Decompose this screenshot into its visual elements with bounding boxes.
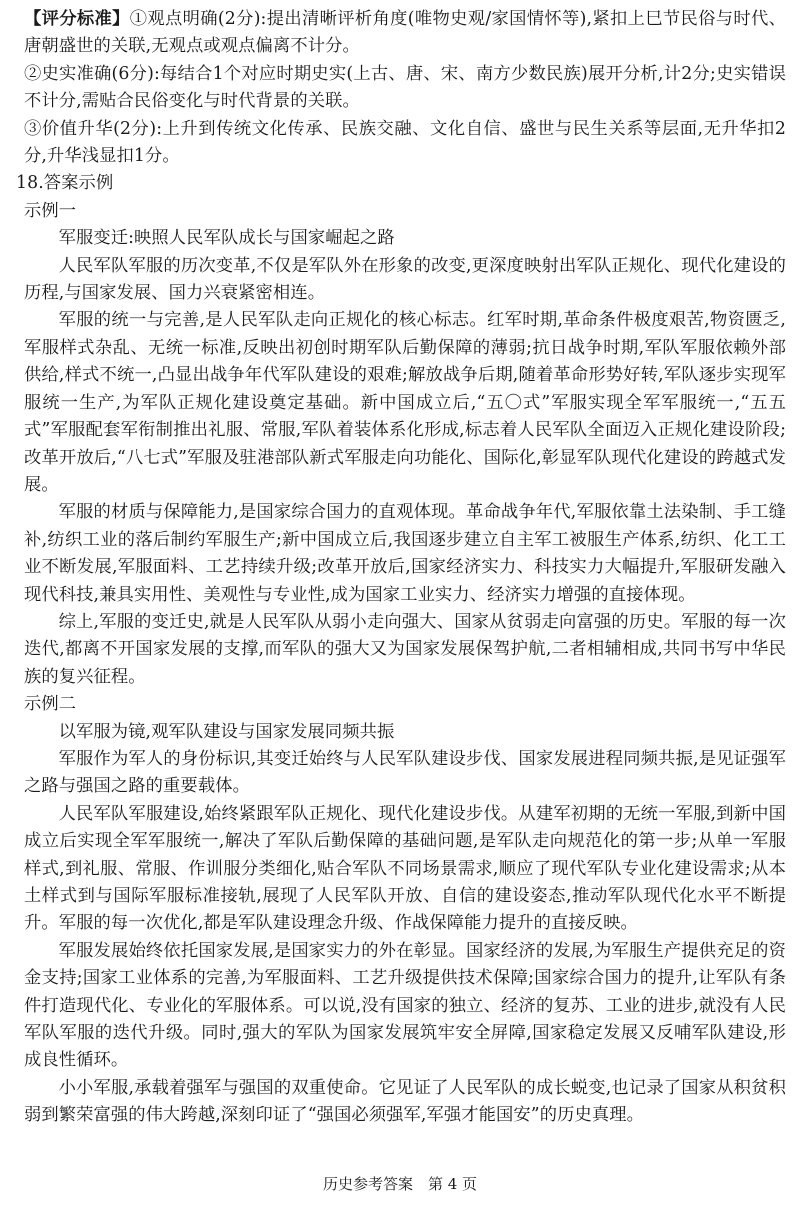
example-two-paragraph: 军服作为军人的身份标识,其变迁始终与人民军队建设步伐、国家发展进程同频共振,是见证强军之路与强国之路的重要载体。 xyxy=(24,748,786,797)
example-one-title: 军服变迁:映照人民军队成长与国家崛起之路 xyxy=(58,228,395,249)
page-footer: 历史参考答案 第 4 页 xyxy=(322,1175,478,1193)
example-two-paragraph: 军服发展始终依托国家发展,是国家实力的外在彰显。国家经济的发展,为军服生产提供充足的资金支持;国家工业体系的完善,为军服面料、工艺升级提供技术保障;国家综合国力的提升,让军队有条件打造现代化、专业化的军服体系。可以说,没有国家的独立、经济的复苏、工业的进步,就没有人民军队军服的迭代升级。同时,强大的军队为国家发展筑牢安全屏障,国家稳定发展又反哺军队建设,形成良性循环。 xyxy=(24,940,786,1071)
example-two-title: 以军服为镜,观军队建设与国家发展同频共振 xyxy=(58,721,395,742)
example-one-label: 示例一 xyxy=(24,200,77,221)
grading-item-1-text: ①观点明确(2分):提出清晰评析角度(唯物史观/家国情怀等),紧扣上巳节民俗与时代、唐朝盛世的关联,无观点或观点偏离不计分。 xyxy=(24,9,786,57)
example-two-paragraph: 小小军服,承载着强军与强国的双重使命。它见证了人民军队的成长蜕变,也记录了国家从积贫积弱到繁荣富强的伟大跨越,深刻印证了“强国必须强军,军强才能国安”的历史真理。 xyxy=(24,1077,786,1126)
example-one-paragraph: 综上,军服的变迁史,就是人民军队从弱小走向强大、国家从贫弱走向富强的历史。军服的每一次迭代,都离不开国家发展的支撑,而军队的强大又为国家发展保驾护航,二者相辅相成,共同书写中华民族的复兴征程。 xyxy=(24,611,786,687)
grading-label: 【评分标准】 xyxy=(24,9,130,29)
question-heading-text: 答案示例 xyxy=(43,173,114,194)
example-one-paragraph: 军服的统一与完善,是人民军队走向正规化的核心标志。红军时期,革命条件极度艰苦,物资匮乏,军服样式杂乱、无统一标准,反映出初创时期军队后勤保障的薄弱;抗日战争时期,军队军服依赖外部供给,样式不统一,凸显出战争年代军队建设的艰难;解放战争后期,随着革命形势好转,军队逐步实现军服统一生产,为军队正规化建设奠定基础。新中国成立后,“五〇式”军服实现全军军服统一,“五五式”军服配套军衔制推出礼服、常服,军队着装体系化形成,标志着人民军队全面迈入正规化建设阶段;改革开放后,“八七式”军服及驻港部队新式军服走向功能化、国际化,彰显军队现代化建设的跨越式发展。 xyxy=(24,310,786,495)
question-number: 18. xyxy=(16,173,44,194)
grading-item-2: ②史实准确(6分):每结合1个对应时期史实(上古、唐、宋、南方少数民族)展开分析,计2分;史实错误不计分,需贴合民俗变化与时代背景的关联。 xyxy=(24,63,786,112)
example-one-paragraph: 军服的材质与保障能力,是国家综合国力的直观体现。革命战争年代,军服依靠土法染制、手工缝补,纺织工业的落后制约军服生产;新中国成立后,我国逐步建立自主军工被服生产体系,纺织、化工工业不断发展,军服面料、工艺持续升级;改革开放后,国家经济实力、科技实力大幅提升,军服研发融入现代科技,兼具实用性、美观性与专业性,成为国家工业实力、经济实力增强的直接体现。 xyxy=(24,502,786,605)
question-heading xyxy=(16,170,786,197)
grading-item-3: ③价值升华(2分):上升到传统文化传承、民族交融、文化自信、盛世与民生关系等层面,无升华扣2分,升华浅显扣1分。 xyxy=(24,118,786,167)
example-two-paragraph: 人民军队军服建设,始终紧跟军队正规化、现代化建设步伐。从建军初期的无统一军服,到新中国成立后实现全军军服统一,解决了军队后勤保障的基础问题,是军队走向规范化的第一步;从单一军服样式,到礼服、常服、作训服分类细化,贴合军队不同场景需求,顺应了现代军队专业化建设需求;从本土样式到与国际军服标准接轨,展现了人民军队开放、自信的建设姿态,推动军队现代化水平不断提升。军服的每一次优化,都是军队建设理念升级、作战保障能力提升的直接反映。 xyxy=(24,803,786,934)
grading-item-1 xyxy=(24,6,786,61)
example-two-label: 示例二 xyxy=(24,694,77,715)
answer-page xyxy=(16,6,786,1130)
example-one-paragraph: 人民军队军服的历次变革,不仅是军队外在形象的改变,更深度映射出军队正规化、现代化建设的历程,与国家发展、国力兴衰紧密相连。 xyxy=(24,255,786,304)
